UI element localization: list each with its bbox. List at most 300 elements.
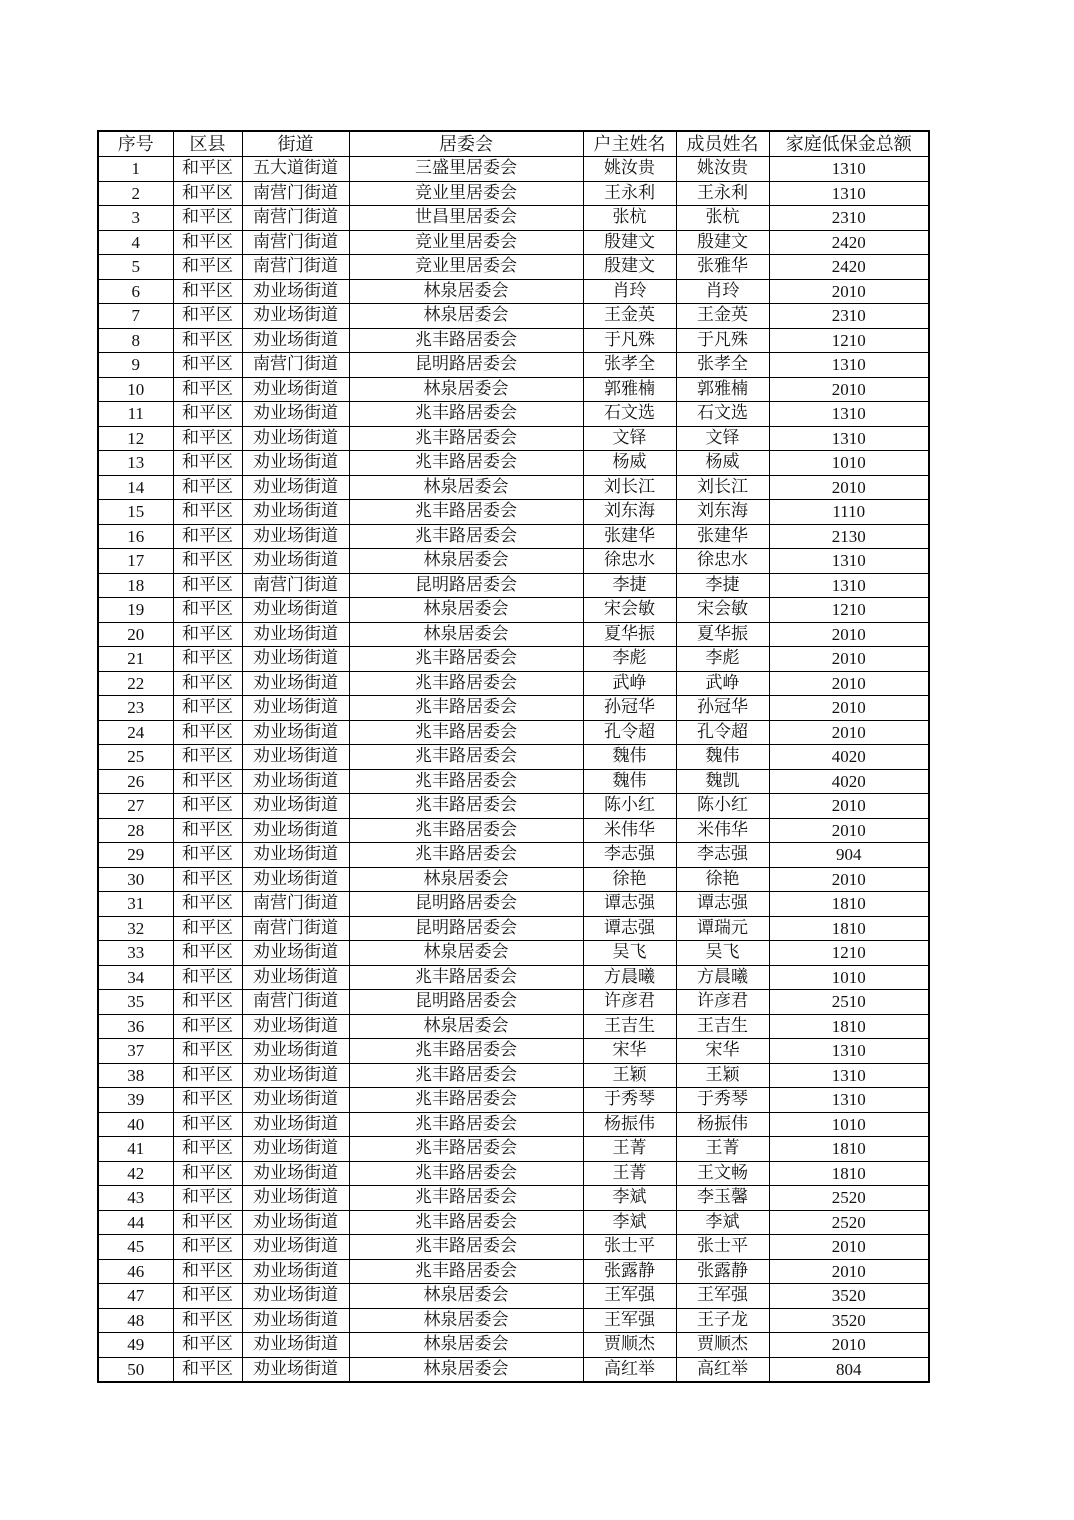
table-row <box>98 867 929 892</box>
cell-committee: 兆丰路居委会 <box>349 745 583 770</box>
cell-committee: 林泉居委会 <box>349 304 583 329</box>
cell-amount: 1310 <box>769 353 929 378</box>
cell-member: 杨威 <box>676 451 769 476</box>
cell-amount: 1810 <box>769 892 929 917</box>
cell-street: 劝业场街道 <box>242 941 349 966</box>
cell-street: 劝业场街道 <box>242 622 349 647</box>
cell-street: 劝业场街道 <box>242 1039 349 1064</box>
cell-amount: 1310 <box>769 157 929 182</box>
cell-member: 徐忠水 <box>676 549 769 574</box>
cell-street: 劝业场街道 <box>242 965 349 990</box>
cell-index: 39 <box>98 1088 173 1113</box>
cell-committee: 兆丰路居委会 <box>349 524 583 549</box>
cell-index: 18 <box>98 573 173 598</box>
table-row <box>98 255 929 280</box>
cell-member: 李捷 <box>676 573 769 598</box>
cell-committee: 兆丰路居委会 <box>349 328 583 353</box>
table-row <box>98 230 929 255</box>
cell-amount: 1310 <box>769 402 929 427</box>
cell-committee: 昆明路居委会 <box>349 353 583 378</box>
cell-householder: 殷建文 <box>583 230 676 255</box>
cell-committee: 昆明路居委会 <box>349 892 583 917</box>
cell-district: 和平区 <box>173 206 242 231</box>
cell-district: 和平区 <box>173 328 242 353</box>
cell-amount: 1210 <box>769 328 929 353</box>
cell-committee: 兆丰路居委会 <box>349 402 583 427</box>
cell-district: 和平区 <box>173 1063 242 1088</box>
cell-member: 徐艳 <box>676 867 769 892</box>
cell-street: 劝业场街道 <box>242 426 349 451</box>
cell-householder: 宋会敏 <box>583 598 676 623</box>
cell-householder: 徐艳 <box>583 867 676 892</box>
cell-householder: 李斌 <box>583 1210 676 1235</box>
cell-street: 劝业场街道 <box>242 1210 349 1235</box>
cell-street: 劝业场街道 <box>242 1014 349 1039</box>
cell-index: 34 <box>98 965 173 990</box>
cell-street: 劝业场街道 <box>242 402 349 427</box>
cell-committee: 兆丰路居委会 <box>349 500 583 525</box>
cell-index: 32 <box>98 916 173 941</box>
cell-householder: 殷建文 <box>583 255 676 280</box>
table-row <box>98 279 929 304</box>
table-row <box>98 1137 929 1162</box>
cell-committee: 兆丰路居委会 <box>349 843 583 868</box>
cell-committee: 兆丰路居委会 <box>349 794 583 819</box>
cell-index: 6 <box>98 279 173 304</box>
table-row <box>98 769 929 794</box>
cell-index: 4 <box>98 230 173 255</box>
cell-district: 和平区 <box>173 745 242 770</box>
cell-amount: 2420 <box>769 255 929 280</box>
cell-district: 和平区 <box>173 892 242 917</box>
cell-district: 和平区 <box>173 598 242 623</box>
table-row <box>98 647 929 672</box>
cell-index: 3 <box>98 206 173 231</box>
cell-amount: 2520 <box>769 1186 929 1211</box>
cell-index: 8 <box>98 328 173 353</box>
cell-street: 劝业场街道 <box>242 377 349 402</box>
cell-index: 7 <box>98 304 173 329</box>
cell-district: 和平区 <box>173 1259 242 1284</box>
table-body <box>98 157 929 1383</box>
cell-district: 和平区 <box>173 1186 242 1211</box>
cell-street: 南营门街道 <box>242 181 349 206</box>
cell-amount: 2010 <box>769 720 929 745</box>
cell-committee: 兆丰路居委会 <box>349 1137 583 1162</box>
cell-district: 和平区 <box>173 1333 242 1358</box>
cell-committee: 兆丰路居委会 <box>349 451 583 476</box>
cell-amount: 1810 <box>769 1161 929 1186</box>
cell-street: 劝业场街道 <box>242 549 349 574</box>
header-row <box>98 131 929 157</box>
cell-index: 10 <box>98 377 173 402</box>
cell-amount: 4020 <box>769 769 929 794</box>
cell-householder: 杨振伟 <box>583 1112 676 1137</box>
table-row <box>98 1014 929 1039</box>
cell-index: 24 <box>98 720 173 745</box>
cell-amount: 2010 <box>769 279 929 304</box>
cell-amount: 2310 <box>769 206 929 231</box>
cell-householder: 贾顺杰 <box>583 1333 676 1358</box>
cell-member: 王菁 <box>676 1137 769 1162</box>
cell-householder: 张士平 <box>583 1235 676 1260</box>
cell-member: 张建华 <box>676 524 769 549</box>
cell-amount: 2010 <box>769 818 929 843</box>
cell-street: 南营门街道 <box>242 990 349 1015</box>
cell-index: 40 <box>98 1112 173 1137</box>
cell-amount: 904 <box>769 843 929 868</box>
cell-street: 五大道街道 <box>242 157 349 182</box>
cell-committee: 兆丰路居委会 <box>349 671 583 696</box>
cell-amount: 1010 <box>769 965 929 990</box>
cell-householder: 杨威 <box>583 451 676 476</box>
cell-member: 于凡殊 <box>676 328 769 353</box>
cell-householder: 王金英 <box>583 304 676 329</box>
table-row <box>98 818 929 843</box>
cell-street: 劝业场街道 <box>242 769 349 794</box>
cell-committee: 林泉居委会 <box>349 1284 583 1309</box>
cell-householder: 姚汝贵 <box>583 157 676 182</box>
cell-householder: 宋华 <box>583 1039 676 1064</box>
cell-member: 刘东海 <box>676 500 769 525</box>
table-row <box>98 720 929 745</box>
cell-member: 方晨曦 <box>676 965 769 990</box>
cell-committee: 林泉居委会 <box>349 1357 583 1382</box>
cell-index: 27 <box>98 794 173 819</box>
table-row <box>98 1063 929 1088</box>
cell-street: 劝业场街道 <box>242 1333 349 1358</box>
cell-district: 和平区 <box>173 255 242 280</box>
cell-committee: 林泉居委会 <box>349 549 583 574</box>
cell-committee: 林泉居委会 <box>349 475 583 500</box>
cell-street: 南营门街道 <box>242 916 349 941</box>
table-row <box>98 990 929 1015</box>
cell-householder: 肖玲 <box>583 279 676 304</box>
cell-householder: 王菁 <box>583 1137 676 1162</box>
cell-street: 劝业场街道 <box>242 720 349 745</box>
cell-member: 张士平 <box>676 1235 769 1260</box>
cell-householder: 王吉生 <box>583 1014 676 1039</box>
header-householder: 户主姓名 <box>583 131 676 157</box>
cell-index: 44 <box>98 1210 173 1235</box>
cell-amount: 1310 <box>769 1063 929 1088</box>
cell-district: 和平区 <box>173 377 242 402</box>
cell-amount: 1310 <box>769 1088 929 1113</box>
cell-member: 石文选 <box>676 402 769 427</box>
cell-householder: 徐忠水 <box>583 549 676 574</box>
cell-committee: 兆丰路居委会 <box>349 1235 583 1260</box>
cell-index: 50 <box>98 1357 173 1382</box>
cell-index: 42 <box>98 1161 173 1186</box>
cell-householder: 李志强 <box>583 843 676 868</box>
cell-amount: 1310 <box>769 181 929 206</box>
cell-amount: 2010 <box>769 1333 929 1358</box>
cell-member: 杨振伟 <box>676 1112 769 1137</box>
cell-index: 25 <box>98 745 173 770</box>
cell-street: 劝业场街道 <box>242 1186 349 1211</box>
cell-committee: 兆丰路居委会 <box>349 1259 583 1284</box>
cell-district: 和平区 <box>173 181 242 206</box>
table-row <box>98 1210 929 1235</box>
table-row <box>98 549 929 574</box>
cell-index: 45 <box>98 1235 173 1260</box>
cell-member: 米伟华 <box>676 818 769 843</box>
table-row <box>98 377 929 402</box>
cell-amount: 2420 <box>769 230 929 255</box>
cell-index: 21 <box>98 647 173 672</box>
cell-committee: 林泉居委会 <box>349 598 583 623</box>
cell-committee: 兆丰路居委会 <box>349 696 583 721</box>
cell-amount: 2010 <box>769 671 929 696</box>
cell-committee: 兆丰路居委会 <box>349 1088 583 1113</box>
cell-index: 28 <box>98 818 173 843</box>
cell-index: 46 <box>98 1259 173 1284</box>
cell-householder: 吴飞 <box>583 941 676 966</box>
header-street: 街道 <box>242 131 349 157</box>
table-row <box>98 1357 929 1382</box>
cell-district: 和平区 <box>173 1284 242 1309</box>
table-row <box>98 941 929 966</box>
cell-district: 和平区 <box>173 1014 242 1039</box>
cell-householder: 谭志强 <box>583 892 676 917</box>
cell-member: 吴飞 <box>676 941 769 966</box>
cell-committee: 兆丰路居委会 <box>349 965 583 990</box>
cell-member: 殷建文 <box>676 230 769 255</box>
cell-member: 王子龙 <box>676 1308 769 1333</box>
table-row <box>98 622 929 647</box>
cell-member: 于秀琴 <box>676 1088 769 1113</box>
table-row <box>98 157 929 182</box>
cell-index: 29 <box>98 843 173 868</box>
cell-committee: 昆明路居委会 <box>349 916 583 941</box>
cell-index: 15 <box>98 500 173 525</box>
cell-amount: 1010 <box>769 1112 929 1137</box>
cell-street: 劝业场街道 <box>242 500 349 525</box>
cell-street: 劝业场街道 <box>242 1161 349 1186</box>
cell-street: 劝业场街道 <box>242 671 349 696</box>
cell-member: 张露静 <box>676 1259 769 1284</box>
cell-member: 贾顺杰 <box>676 1333 769 1358</box>
cell-index: 48 <box>98 1308 173 1333</box>
cell-committee: 林泉居委会 <box>349 622 583 647</box>
cell-index: 43 <box>98 1186 173 1211</box>
table-row <box>98 965 929 990</box>
cell-member: 孔令超 <box>676 720 769 745</box>
table-row <box>98 1235 929 1260</box>
cell-amount: 2130 <box>769 524 929 549</box>
cell-householder: 张建华 <box>583 524 676 549</box>
cell-index: 5 <box>98 255 173 280</box>
cell-district: 和平区 <box>173 1137 242 1162</box>
cell-street: 劝业场街道 <box>242 451 349 476</box>
cell-amount: 1310 <box>769 549 929 574</box>
cell-district: 和平区 <box>173 941 242 966</box>
cell-householder: 孙冠华 <box>583 696 676 721</box>
cell-index: 38 <box>98 1063 173 1088</box>
cell-district: 和平区 <box>173 573 242 598</box>
cell-street: 劝业场街道 <box>242 524 349 549</box>
cell-street: 南营门街道 <box>242 255 349 280</box>
cell-member: 李彪 <box>676 647 769 672</box>
table-row <box>98 1186 929 1211</box>
cell-district: 和平区 <box>173 451 242 476</box>
table-row <box>98 1308 929 1333</box>
cell-amount: 804 <box>769 1357 929 1382</box>
cell-amount: 2510 <box>769 990 929 1015</box>
cell-householder: 王永利 <box>583 181 676 206</box>
cell-street: 劝业场街道 <box>242 818 349 843</box>
cell-index: 11 <box>98 402 173 427</box>
table-row <box>98 524 929 549</box>
cell-index: 22 <box>98 671 173 696</box>
cell-member: 王军强 <box>676 1284 769 1309</box>
cell-street: 劝业场街道 <box>242 843 349 868</box>
cell-district: 和平区 <box>173 769 242 794</box>
cell-street: 劝业场街道 <box>242 696 349 721</box>
cell-street: 南营门街道 <box>242 892 349 917</box>
cell-amount: 1010 <box>769 451 929 476</box>
cell-district: 和平区 <box>173 230 242 255</box>
cell-householder: 刘东海 <box>583 500 676 525</box>
cell-street: 劝业场街道 <box>242 867 349 892</box>
cell-street: 劝业场街道 <box>242 1308 349 1333</box>
table-row <box>98 696 929 721</box>
cell-index: 36 <box>98 1014 173 1039</box>
cell-member: 李斌 <box>676 1210 769 1235</box>
cell-committee: 昆明路居委会 <box>349 573 583 598</box>
cell-index: 14 <box>98 475 173 500</box>
cell-householder: 王菁 <box>583 1161 676 1186</box>
cell-committee: 林泉居委会 <box>349 279 583 304</box>
cell-householder: 高红举 <box>583 1357 676 1382</box>
cell-amount: 2520 <box>769 1210 929 1235</box>
table-row <box>98 745 929 770</box>
cell-district: 和平区 <box>173 426 242 451</box>
cell-committee: 兆丰路居委会 <box>349 1112 583 1137</box>
cell-amount: 1810 <box>769 916 929 941</box>
cell-amount: 1210 <box>769 598 929 623</box>
cell-committee: 兆丰路居委会 <box>349 647 583 672</box>
cell-amount: 1810 <box>769 1014 929 1039</box>
cell-householder: 陈小红 <box>583 794 676 819</box>
cell-index: 20 <box>98 622 173 647</box>
cell-member: 谭瑞元 <box>676 916 769 941</box>
cell-district: 和平区 <box>173 843 242 868</box>
cell-index: 13 <box>98 451 173 476</box>
cell-district: 和平区 <box>173 157 242 182</box>
cell-member: 王金英 <box>676 304 769 329</box>
cell-street: 南营门街道 <box>242 206 349 231</box>
cell-street: 劝业场街道 <box>242 279 349 304</box>
cell-district: 和平区 <box>173 402 242 427</box>
cell-street: 南营门街道 <box>242 573 349 598</box>
cell-index: 33 <box>98 941 173 966</box>
cell-member: 李玉馨 <box>676 1186 769 1211</box>
cell-householder: 方晨曦 <box>583 965 676 990</box>
cell-amount: 2010 <box>769 475 929 500</box>
cell-committee: 兆丰路居委会 <box>349 1186 583 1211</box>
cell-district: 和平区 <box>173 1112 242 1137</box>
cell-district: 和平区 <box>173 1235 242 1260</box>
cell-district: 和平区 <box>173 1357 242 1382</box>
cell-member: 武峥 <box>676 671 769 696</box>
table-row <box>98 598 929 623</box>
table-row <box>98 181 929 206</box>
cell-member: 文铎 <box>676 426 769 451</box>
cell-district: 和平区 <box>173 696 242 721</box>
cell-committee: 林泉居委会 <box>349 377 583 402</box>
cell-amount: 1310 <box>769 573 929 598</box>
cell-amount: 1810 <box>769 1137 929 1162</box>
cell-committee: 竞业里居委会 <box>349 255 583 280</box>
cell-committee: 兆丰路居委会 <box>349 1063 583 1088</box>
cell-householder: 武峥 <box>583 671 676 696</box>
cell-amount: 2010 <box>769 1235 929 1260</box>
cell-member: 宋华 <box>676 1039 769 1064</box>
cell-householder: 张孝全 <box>583 353 676 378</box>
cell-street: 劝业场街道 <box>242 794 349 819</box>
cell-committee: 兆丰路居委会 <box>349 1210 583 1235</box>
cell-committee: 昆明路居委会 <box>349 990 583 1015</box>
cell-member: 张雅华 <box>676 255 769 280</box>
cell-index: 49 <box>98 1333 173 1358</box>
cell-amount: 1210 <box>769 941 929 966</box>
cell-member: 刘长江 <box>676 475 769 500</box>
header-committee: 居委会 <box>349 131 583 157</box>
cell-district: 和平区 <box>173 671 242 696</box>
cell-committee: 林泉居委会 <box>349 867 583 892</box>
cell-committee: 兆丰路居委会 <box>349 1161 583 1186</box>
cell-index: 1 <box>98 157 173 182</box>
cell-member: 郭雅楠 <box>676 377 769 402</box>
cell-member: 高红举 <box>676 1357 769 1382</box>
cell-street: 劝业场街道 <box>242 745 349 770</box>
table-row <box>98 353 929 378</box>
table-row <box>98 1259 929 1284</box>
cell-district: 和平区 <box>173 353 242 378</box>
cell-district: 和平区 <box>173 965 242 990</box>
cell-district: 和平区 <box>173 720 242 745</box>
cell-amount: 3520 <box>769 1308 929 1333</box>
cell-committee: 林泉居委会 <box>349 1014 583 1039</box>
cell-amount: 2010 <box>769 696 929 721</box>
cell-householder: 谭志强 <box>583 916 676 941</box>
cell-amount: 2010 <box>769 377 929 402</box>
cell-householder: 夏华振 <box>583 622 676 647</box>
cell-index: 47 <box>98 1284 173 1309</box>
table-row <box>98 892 929 917</box>
cell-member: 李志强 <box>676 843 769 868</box>
cell-householder: 王军强 <box>583 1284 676 1309</box>
cell-street: 劝业场街道 <box>242 328 349 353</box>
cell-amount: 2010 <box>769 622 929 647</box>
cell-district: 和平区 <box>173 1161 242 1186</box>
cell-committee: 兆丰路居委会 <box>349 769 583 794</box>
table-row <box>98 426 929 451</box>
cell-index: 37 <box>98 1039 173 1064</box>
cell-householder: 石文选 <box>583 402 676 427</box>
cell-householder: 于凡殊 <box>583 328 676 353</box>
table-row <box>98 671 929 696</box>
cell-member: 张孝全 <box>676 353 769 378</box>
cell-district: 和平区 <box>173 279 242 304</box>
cell-index: 9 <box>98 353 173 378</box>
cell-amount: 2310 <box>769 304 929 329</box>
cell-street: 劝业场街道 <box>242 1284 349 1309</box>
cell-district: 和平区 <box>173 549 242 574</box>
header-member: 成员姓名 <box>676 131 769 157</box>
cell-amount: 4020 <box>769 745 929 770</box>
